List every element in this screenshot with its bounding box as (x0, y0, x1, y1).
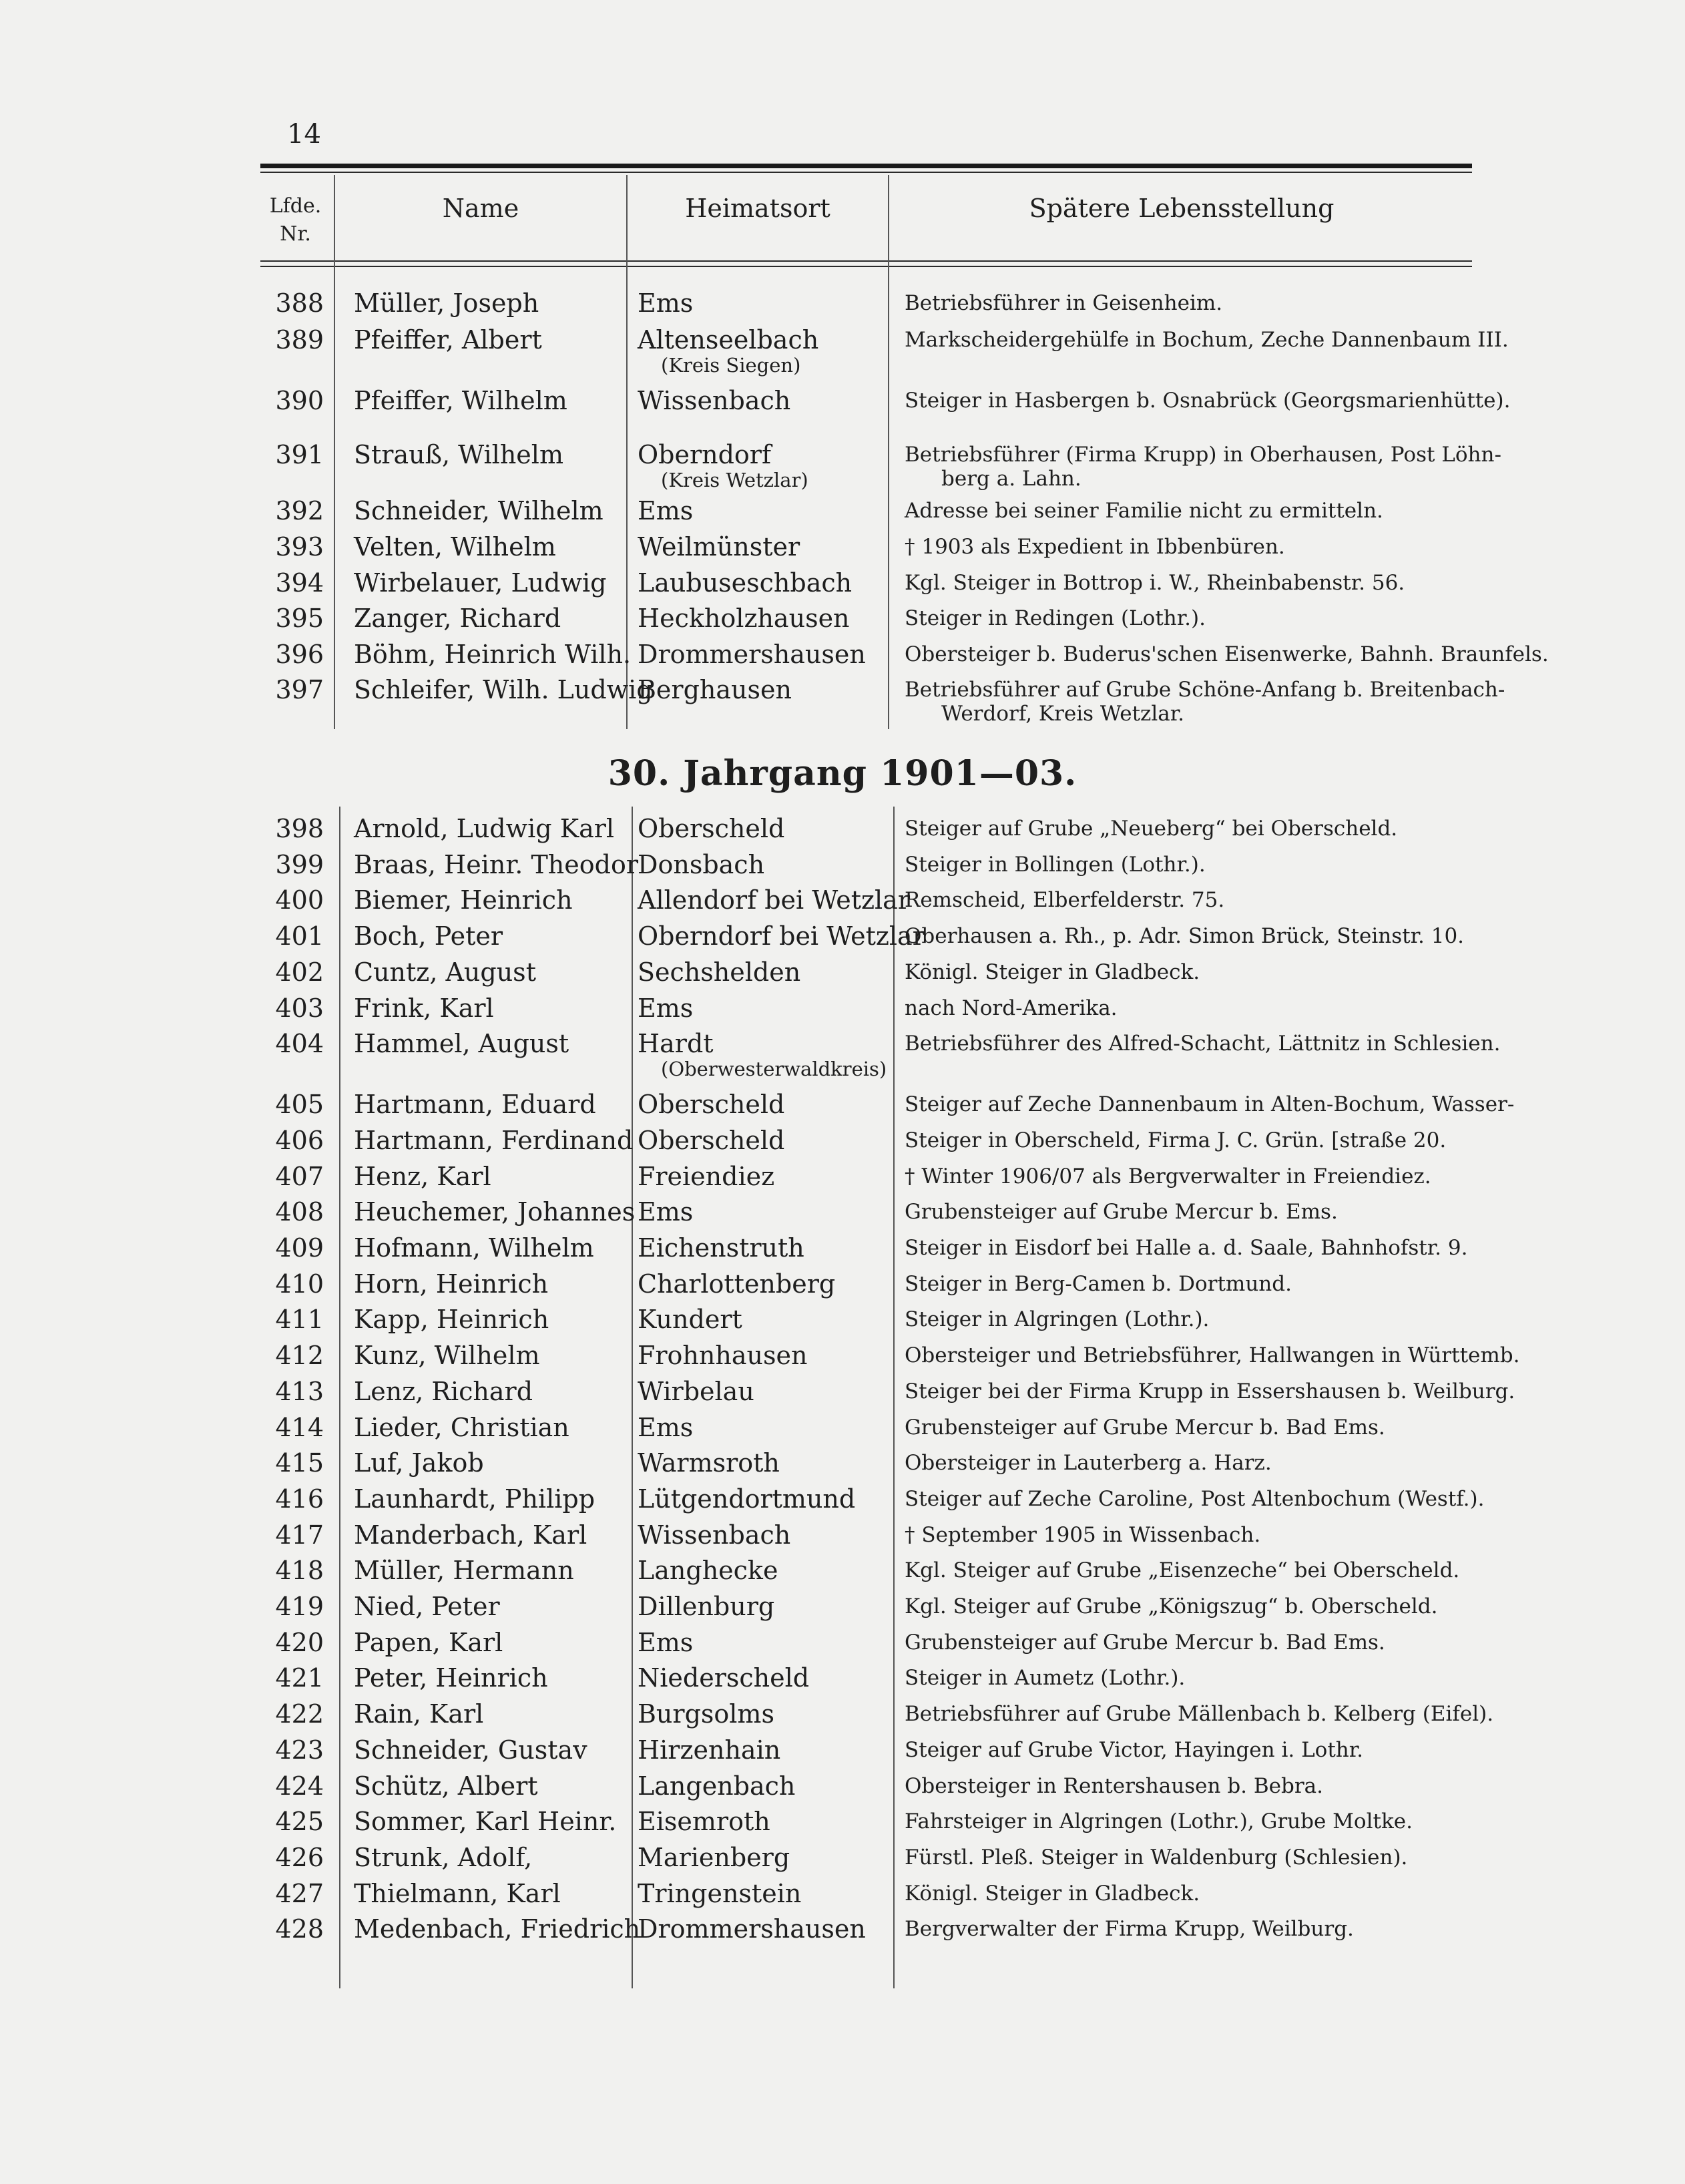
table-row (0, 1840, 1685, 1876)
row-lebensstellung: Steiger in Hasbergen b. Osnabrück (Georgsmarienhütte). (905, 389, 1511, 413)
header-rule-bottom-2 (260, 266, 1472, 267)
row-number: 425 (275, 1807, 324, 1837)
row-heimatsort-note: (Kreis Wetzlar) (661, 469, 808, 491)
row-name: Frink, Karl (354, 993, 494, 1023)
row-number: 403 (275, 993, 324, 1023)
table-row (0, 1661, 1685, 1697)
row-name: Schütz, Albert (354, 1771, 538, 1801)
row-name: Launhardt, Philipp (354, 1484, 595, 1514)
row-number: 401 (275, 921, 324, 951)
row-name: Cuntz, August (354, 957, 536, 987)
row-lebensstellung: Königl. Steiger in Gladbeck. (905, 959, 1200, 984)
row-heimatsort: Berghausen (638, 675, 792, 704)
header-lebensstellung: Spätere Lebensstellung (1029, 194, 1335, 223)
header-rule-top (260, 164, 1472, 168)
row-heimatsort: Allendorf bei Wetzlar (638, 885, 910, 915)
row-lebensstellung: Remscheid, Elberfelderstr. 75. (905, 888, 1225, 913)
row-name: Kapp, Heinrich (354, 1305, 549, 1335)
row-heimatsort: Tringenstein (638, 1878, 802, 1908)
row-number: 419 (275, 1592, 324, 1621)
row-number: 411 (275, 1305, 324, 1335)
row-name: Zanger, Richard (354, 604, 561, 633)
table-row (0, 1482, 1685, 1518)
table-row (0, 1302, 1685, 1338)
row-lebensstellung: Adresse bei seiner Familie nicht zu ermitteln. (905, 499, 1383, 523)
row-lebensstellung: † 1903 als Expedient in Ibbenbüren. (905, 535, 1285, 559)
row-lebensstellung: Fürstl. Pleß. Steiger in Waldenburg (Schlesien). (905, 1845, 1408, 1870)
row-number: 389 (275, 325, 324, 355)
row-lebensstellung: Markscheidergehülfe in Bochum, Zeche Dannenbaum III. (905, 328, 1509, 352)
table-row (0, 1159, 1685, 1195)
row-number: 407 (275, 1161, 324, 1191)
row-heimatsort: Freiendiez (638, 1161, 775, 1191)
row-name: Thielmann, Karl (354, 1878, 561, 1908)
row-lebensstellung: Steiger in Redingen (Lothr.). (905, 606, 1206, 630)
row-number: 392 (275, 496, 324, 525)
row-number: 409 (275, 1233, 324, 1263)
row-name: Biemer, Heinrich (354, 885, 573, 915)
row-lebensstellung: Steiger auf Grube Victor, Hayingen i. Lothr. (905, 1737, 1364, 1762)
row-lebensstellung: Grubensteiger auf Grube Mercur b. Ems. (905, 1200, 1338, 1225)
table-row (0, 1026, 1685, 1086)
row-heimatsort: Ems (638, 1412, 694, 1442)
row-name: Rain, Karl (354, 1699, 484, 1729)
row-lebensstellung: † Winter 1906/07 als Bergverwalter in Freiendiez. (905, 1164, 1431, 1188)
section-title: 30. Jahrgang 1901—03. (608, 753, 1077, 794)
table-row (0, 1194, 1685, 1231)
row-number: 400 (275, 885, 324, 915)
row-name: Henz, Karl (354, 1161, 491, 1191)
row-number: 404 (275, 1029, 324, 1059)
row-heimatsort: Hirzenhain (638, 1735, 781, 1765)
row-heimatsort: Ems (638, 1197, 694, 1227)
row-name: Wirbelauer, Ludwig (354, 568, 607, 598)
row-lebensstellung: Kgl. Steiger auf Grube „Eisenzeche“ bei Oberscheld. (905, 1558, 1460, 1583)
row-heimatsort: Marienberg (638, 1842, 790, 1872)
table-row (0, 955, 1685, 991)
row-name: Hartmann, Eduard (354, 1090, 596, 1120)
row-number: 423 (275, 1735, 324, 1765)
row-heimatsort: Charlottenberg (638, 1269, 836, 1299)
row-lebensstellung: Betriebsführer (Firma Krupp) in Oberhausen, Post Löhn- (905, 443, 1501, 467)
row-heimatsort: Sechshelden (638, 957, 801, 987)
row-heimatsort: Kundert (638, 1305, 742, 1335)
table-row (0, 1625, 1685, 1661)
row-lebensstellung: Steiger in Aumetz (Lothr.). (905, 1666, 1186, 1691)
row-number: 388 (275, 288, 324, 318)
row-number: 412 (275, 1341, 324, 1371)
row-name: Pfeiffer, Albert (354, 325, 542, 355)
table-row (0, 1410, 1685, 1446)
row-number: 391 (275, 440, 324, 469)
row-lebensstellung: Betriebsführer des Alfred-Schacht, Lättnitz in Schlesien. (905, 1032, 1501, 1056)
row-lebensstellung: Betriebsführer in Geisenheim. (905, 291, 1223, 315)
row-lebensstellung: Steiger auf Grube „Neueberg“ bei Oberscheld. (905, 817, 1398, 841)
row-name: Boch, Peter (354, 921, 503, 951)
row-number: 428 (275, 1914, 324, 1944)
row-name: Nied, Peter (354, 1592, 500, 1621)
row-heimatsort: Niederscheld (638, 1663, 810, 1693)
row-number: 398 (275, 814, 324, 843)
row-lebensstellung: † September 1905 in Wissenbach. (905, 1522, 1261, 1547)
row-name: Braas, Heinr. Theodor (354, 849, 639, 879)
header-name: Name (442, 194, 519, 223)
row-lebensstellung: Steiger auf Zeche Caroline, Post Altenbochum (Westf.). (905, 1486, 1485, 1511)
table-row (0, 991, 1685, 1027)
row-heimatsort: Ems (638, 993, 694, 1023)
row-heimatsort: Drommershausen (638, 1914, 866, 1944)
row-name: Luf, Jakob (354, 1448, 484, 1478)
row-name: Böhm, Heinrich Wilh. (354, 640, 632, 669)
table-row (0, 1518, 1685, 1554)
row-name: Peter, Heinrich (354, 1663, 548, 1693)
table-row (0, 566, 1685, 602)
row-number: 408 (275, 1197, 324, 1227)
table-row (0, 1697, 1685, 1733)
row-lebensstellung: Kgl. Steiger in Bottrop i. W., Rheinbabenstr. 56. (905, 571, 1405, 595)
row-heimatsort: Heckholzhausen (638, 604, 850, 633)
row-lebensstellung: Bergverwalter der Firma Krupp, Weilburg. (905, 1917, 1354, 1942)
row-lebensstellung: nach Nord-Amerika. (905, 996, 1118, 1020)
row-heimatsort: Langhecke (638, 1556, 778, 1586)
header-nr: Lfde. Nr. (269, 194, 322, 246)
row-heimatsort: Wirbelau (638, 1376, 754, 1406)
table-row (0, 437, 1685, 497)
row-name: Hofmann, Wilhelm (354, 1233, 594, 1263)
table-row (0, 383, 1685, 419)
row-lebensstellung-cont: Werdorf, Kreis Wetzlar. (941, 702, 1185, 726)
row-number: 406 (275, 1125, 324, 1155)
row-heimatsort: Laubuseschbach (638, 568, 853, 598)
row-name: Papen, Karl (354, 1627, 503, 1657)
row-heimatsort: Oberndorf (638, 440, 772, 469)
row-lebensstellung: Steiger in Berg-Camen b. Dortmund. (905, 1271, 1292, 1296)
row-number: 405 (275, 1090, 324, 1120)
row-number: 418 (275, 1556, 324, 1586)
row-number: 395 (275, 604, 324, 633)
row-name: Sommer, Karl Heinr. (354, 1807, 617, 1837)
row-name: Velten, Wilhelm (354, 532, 556, 562)
row-heimatsort: Oberscheld (638, 1125, 785, 1155)
row-heimatsort: Lütgendortmund (638, 1484, 856, 1514)
row-number: 417 (275, 1520, 324, 1550)
table-row (0, 529, 1685, 566)
row-name: Kunz, Wilhelm (354, 1341, 540, 1371)
row-number: 421 (275, 1663, 324, 1693)
row-heimatsort: Langenbach (638, 1771, 796, 1801)
row-lebensstellung: Obersteiger in Rentershausen b. Bebra. (905, 1773, 1323, 1798)
table-row (0, 883, 1685, 919)
row-number: 399 (275, 849, 324, 879)
table-row (0, 1553, 1685, 1589)
row-name: Lenz, Richard (354, 1376, 533, 1406)
row-lebensstellung-cont: berg a. Lahn. (941, 467, 1081, 491)
table-row (0, 1589, 1685, 1625)
row-heimatsort: Warmsroth (638, 1448, 780, 1478)
row-name: Strunk, Adolf, (354, 1842, 533, 1872)
row-number: 397 (275, 675, 324, 704)
table-row (0, 1912, 1685, 1948)
row-number: 414 (275, 1412, 324, 1442)
row-lebensstellung: Königl. Steiger in Gladbeck. (905, 1881, 1200, 1906)
row-heimatsort: Oberndorf bei Wetzlar (638, 921, 925, 951)
table-row (0, 1804, 1685, 1840)
row-heimatsort: Burgsolms (638, 1699, 774, 1729)
table-row (0, 493, 1685, 529)
row-name: Heuchemer, Johannes (354, 1197, 636, 1227)
row-heimatsort-note: (Kreis Siegen) (661, 354, 801, 377)
table-row (0, 322, 1685, 383)
table-row (0, 1446, 1685, 1482)
row-heimatsort: Dillenburg (638, 1592, 775, 1621)
table-row (0, 1123, 1685, 1159)
header-rule-bottom-1 (260, 260, 1472, 262)
row-heimatsort: Oberscheld (638, 814, 785, 843)
table-row (0, 1733, 1685, 1769)
table-row (0, 1267, 1685, 1303)
row-number: 402 (275, 957, 324, 987)
row-heimatsort: Hardt (638, 1029, 714, 1059)
table-row (0, 1374, 1685, 1410)
row-name: Hartmann, Ferdinand (354, 1125, 634, 1155)
row-name: Müller, Hermann (354, 1556, 574, 1586)
row-name: Arnold, Ludwig Karl (354, 814, 615, 843)
row-heimatsort: Frohnhausen (638, 1341, 808, 1371)
row-number: 427 (275, 1878, 324, 1908)
row-heimatsort: Oberscheld (638, 1090, 785, 1120)
table-row (0, 811, 1685, 847)
row-number: 420 (275, 1627, 324, 1657)
row-name: Medenbach, Friedrich (354, 1914, 641, 1944)
row-lebensstellung: Steiger auf Zeche Dannenbaum in Alten-Bochum, Wasser- (905, 1092, 1515, 1117)
row-lebensstellung: Grubensteiger auf Grube Mercur b. Bad Ems. (905, 1630, 1385, 1655)
table-row (0, 1769, 1685, 1805)
row-number: 416 (275, 1484, 324, 1514)
table-row (0, 601, 1685, 637)
row-lebensstellung: Betriebsführer auf Grube Mällenbach b. Kelberg (Eifel). (905, 1702, 1494, 1727)
row-name: Strauß, Wilhelm (354, 440, 563, 469)
row-lebensstellung: Kgl. Steiger auf Grube „Königszug“ b. Oberscheld. (905, 1594, 1438, 1618)
table-row (0, 847, 1685, 883)
row-number: 396 (275, 640, 324, 669)
header-heimatsort: Heimatsort (685, 194, 830, 223)
row-lebensstellung: Betriebsführer auf Grube Schöne-Anfang b. Breitenbach- (905, 678, 1505, 702)
row-lebensstellung: Fahrsteiger in Algringen (Lothr.), Grube Moltke. (905, 1809, 1413, 1834)
row-heimatsort: Eisemroth (638, 1807, 770, 1837)
row-heimatsort: Eichenstruth (638, 1233, 804, 1263)
row-lebensstellung: Steiger in Eisdorf bei Halle a. d. Saale, Bahnhofstr. 9. (905, 1236, 1468, 1260)
row-name: Manderbach, Karl (354, 1520, 587, 1550)
row-number: 415 (275, 1448, 324, 1478)
row-number: 393 (275, 532, 324, 562)
row-name: Horn, Heinrich (354, 1269, 549, 1299)
row-number: 410 (275, 1269, 324, 1299)
row-number: 394 (275, 568, 324, 598)
row-lebensstellung: Steiger in Oberscheld, Firma J. C. Grün. [straße 20. (905, 1128, 1447, 1152)
row-name: Müller, Joseph (354, 288, 539, 318)
row-name: Schneider, Gustav (354, 1735, 587, 1765)
table-row (0, 672, 1685, 732)
row-lebensstellung: Oberhausen a. Rh., p. Adr. Simon Brück, Steinstr. 10. (905, 924, 1465, 949)
table-row (0, 286, 1685, 322)
header-rule-mid (260, 172, 1472, 173)
row-heimatsort: Ems (638, 288, 694, 318)
table-row (0, 1087, 1685, 1123)
table-row (0, 1338, 1685, 1374)
row-heimatsort: Altenseelbach (638, 325, 819, 355)
table-row (0, 1876, 1685, 1912)
row-name: Lieder, Christian (354, 1412, 569, 1442)
row-heimatsort: Ems (638, 1627, 694, 1657)
row-heimatsort: Donsbach (638, 849, 765, 879)
row-number: 426 (275, 1842, 324, 1872)
page-number: 14 (287, 119, 321, 150)
row-heimatsort-note: (Oberwesterwaldkreis) (661, 1058, 887, 1081)
table-row (0, 919, 1685, 955)
row-heimatsort: Wissenbach (638, 1520, 791, 1550)
row-number: 422 (275, 1699, 324, 1729)
row-number: 413 (275, 1376, 324, 1406)
row-number: 390 (275, 386, 324, 415)
row-lebensstellung: Steiger bei der Firma Krupp in Essershausen b. Weilburg. (905, 1379, 1515, 1403)
row-lebensstellung: Steiger in Algringen (Lothr.). (905, 1307, 1210, 1332)
row-lebensstellung: Obersteiger in Lauterberg a. Harz. (905, 1451, 1272, 1476)
row-heimatsort: Ems (638, 496, 694, 525)
table-row (0, 637, 1685, 673)
row-lebensstellung: Grubensteiger auf Grube Mercur b. Bad Ems. (905, 1415, 1385, 1440)
row-number: 424 (275, 1771, 324, 1801)
row-heimatsort: Drommershausen (638, 640, 866, 669)
row-heimatsort: Wissenbach (638, 386, 791, 415)
row-heimatsort: Weilmünster (638, 532, 800, 562)
row-name: Pfeiffer, Wilhelm (354, 386, 567, 415)
row-lebensstellung: Obersteiger und Betriebsführer, Hallwangen in Württemb. (905, 1343, 1520, 1368)
row-lebensstellung: Steiger in Bollingen (Lothr.). (905, 852, 1206, 877)
row-lebensstellung: Obersteiger b. Buderus'schen Eisenwerke, Bahnh. Braunfels. (905, 642, 1549, 666)
row-name: Hammel, August (354, 1029, 569, 1059)
table-row (0, 1231, 1685, 1267)
row-name: Schleifer, Wilh. Ludwig (354, 675, 653, 704)
row-name: Schneider, Wilhelm (354, 496, 604, 525)
